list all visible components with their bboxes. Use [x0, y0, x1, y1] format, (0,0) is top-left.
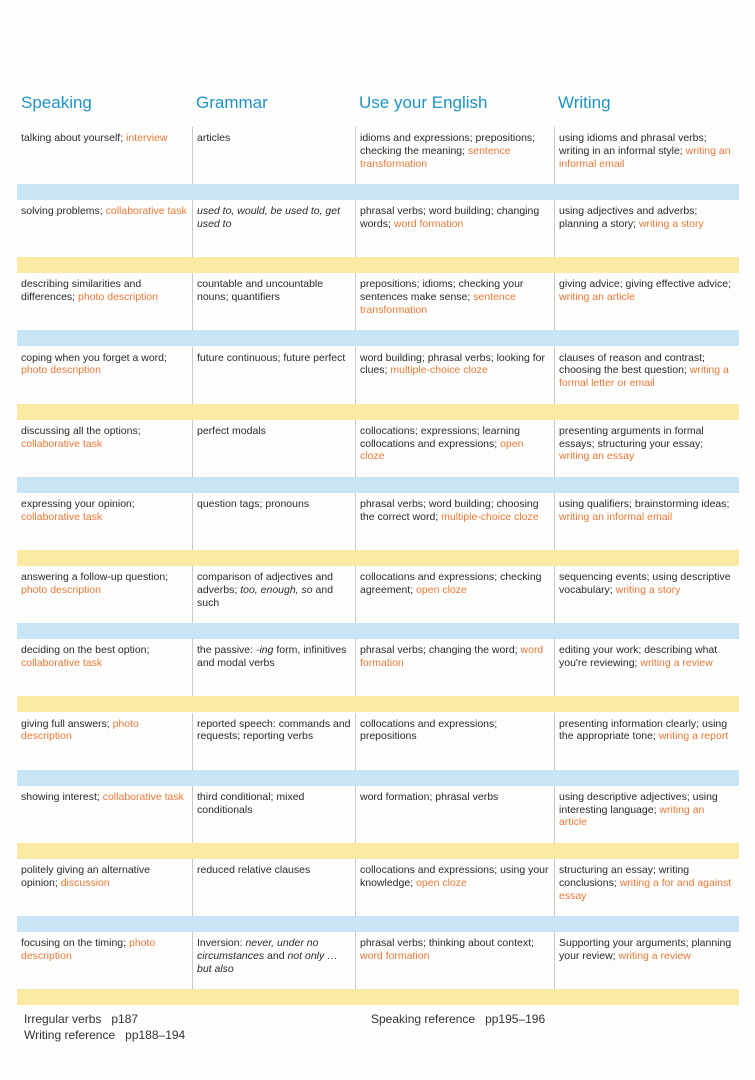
- topic-text: describing similarities and differences;: [21, 278, 142, 304]
- topic-text: the passive:: [197, 644, 256, 657]
- exam-task-label: writing a report: [658, 730, 729, 743]
- topic-text: coping when you forget a word;: [21, 351, 167, 364]
- exam-task-label: word formation: [393, 217, 464, 230]
- exam-task-label: word formation: [360, 644, 544, 670]
- exam-task-label: writing an essay: [559, 450, 635, 463]
- writing-cell: [554, 347, 739, 405]
- topic-text: used to, would, be used to, get used to: [197, 205, 341, 230]
- topic-text: clauses of reason and contrast; choosing the best question;: [559, 351, 705, 377]
- use-english-cell: [355, 713, 554, 771]
- topic-text: solving problems;: [21, 205, 106, 218]
- use-english-cell: [355, 273, 554, 331]
- topic-text: sequencing events; using descriptive vocabulary;: [559, 571, 731, 596]
- header-speaking: Speaking: [21, 93, 92, 112]
- topic-text: using adjectives and adverbs; planning a story;: [559, 205, 698, 230]
- table-row: [17, 273, 739, 346]
- exam-task-label: writing an article: [559, 803, 705, 829]
- topic-text: using idioms and phrasal verbs; writing in an informal style;: [559, 132, 707, 157]
- table-row: [17, 713, 739, 786]
- use-english-cell: [355, 420, 554, 478]
- speaking-cell: [17, 786, 192, 844]
- exam-task-label: photo description: [78, 291, 158, 304]
- speaking-cell: [17, 127, 192, 185]
- exam-task-label: collaborative task: [102, 790, 184, 803]
- row-divider-band: [17, 330, 739, 346]
- use-english-cell: [355, 639, 554, 697]
- topic-text: and such: [197, 583, 334, 609]
- speaking-cell: [17, 859, 192, 917]
- topic-text: editing your work; describing what you're reviewing;: [559, 644, 718, 670]
- topic-text: presenting arguments in formal essays; structuring your essay;: [559, 424, 704, 450]
- writing-cell: [554, 493, 739, 551]
- header-writing: Writing: [558, 93, 611, 112]
- topic-text: Inversion:: [197, 937, 246, 950]
- exam-task-label: writing a story: [615, 583, 681, 596]
- topic-text: phrasal verbs; thinking about context;: [360, 937, 534, 950]
- exam-task-label: open cloze: [416, 876, 467, 889]
- topic-text: focusing on the timing;: [21, 937, 129, 950]
- speaking-cell: [17, 493, 192, 551]
- topic-text: phrasal verbs; word building; choosing the correct word;: [360, 498, 539, 523]
- topic-text: giving full answers;: [21, 717, 113, 730]
- table-row: [17, 127, 739, 200]
- footer-speaking-reference: Speaking reference pp195–196: [371, 1012, 546, 1026]
- topic-text: structuring an essay; writing conclusions;: [559, 864, 690, 889]
- exam-task-label: photo description: [21, 583, 101, 596]
- use-english-cell: [355, 347, 554, 405]
- row-divider-band: [17, 477, 739, 493]
- grammar-cell: [192, 566, 355, 624]
- writing-cell: [554, 566, 739, 624]
- writing-cell: [554, 200, 739, 258]
- speaking-cell: [17, 347, 192, 405]
- row-divider-band: [17, 623, 739, 639]
- topic-text: future continuous; future perfect: [197, 351, 346, 364]
- topic-text: collocations and expressions; checking agreement;: [360, 571, 542, 596]
- topic-text: presenting information clearly; using the appropriate tone;: [559, 717, 728, 743]
- topic-text: form, infinitives and modal verbs: [197, 644, 347, 670]
- speaking-cell: [17, 639, 192, 697]
- grammar-cell: [192, 713, 355, 771]
- writing-cell: [554, 859, 739, 917]
- exam-task-label: discussion: [60, 876, 110, 889]
- row-divider-band: [17, 770, 739, 786]
- table-row: [17, 566, 739, 639]
- topic-text: phrasal verbs; word building; changing words;: [360, 205, 540, 230]
- footer-irregular-verbs: Irregular verbs p187: [24, 1012, 139, 1026]
- speaking-cell: [17, 200, 192, 258]
- exam-task-label: open cloze: [360, 437, 524, 463]
- writing-cell: [554, 127, 739, 185]
- topic-text: using descriptive adjectives; using interesting language;: [559, 790, 718, 816]
- grammar-cell: [192, 639, 355, 697]
- exam-task-label: multiple-choice cloze: [441, 510, 539, 523]
- exam-task-label: multiple-choice cloze: [390, 364, 488, 377]
- table-row: [17, 347, 739, 420]
- topic-text: collocations; expressions; learning collocations and expressions;: [360, 424, 520, 450]
- exam-task-label: collaborative task: [21, 510, 103, 523]
- footer-writing-reference: Writing reference pp188–194: [24, 1028, 186, 1042]
- grammar-cell: [192, 859, 355, 917]
- grammar-cell: [192, 493, 355, 551]
- topic-text: giving advice; giving effective advice;: [559, 278, 731, 291]
- grammar-cell: [192, 347, 355, 405]
- topic-text: talking about yourself;: [21, 132, 127, 144]
- topic-text: phrasal verbs; changing the word;: [360, 644, 521, 657]
- grammar-cell: [192, 127, 355, 185]
- topic-text: using qualifiers; brainstorming ideas;: [559, 498, 730, 510]
- topic-text: reduced relative clauses: [197, 864, 311, 876]
- use-english-cell: [355, 200, 554, 258]
- speaking-cell: [17, 713, 192, 771]
- row-divider-band: [17, 257, 739, 273]
- exam-task-label: writing an informal email: [559, 510, 673, 523]
- use-english-cell: [355, 932, 554, 990]
- exam-task-label: sentence transformation: [360, 144, 511, 170]
- exam-task-label: sentence transformation: [360, 291, 516, 316]
- exam-task-label: writing a story: [638, 217, 704, 230]
- table-row: [17, 493, 739, 566]
- topic-text: expressing your opinion;: [21, 498, 135, 510]
- grammar-cell: [192, 786, 355, 844]
- topic-text: -ing: [255, 644, 274, 657]
- row-divider-band: [17, 696, 739, 712]
- exam-task-label: open cloze: [416, 583, 467, 596]
- row-divider-band: [17, 550, 739, 566]
- table-row: [17, 200, 739, 273]
- topic-text: and: [264, 949, 288, 962]
- topic-text: comparison of adjectives and adverbs;: [197, 571, 333, 596]
- topic-text: prepositions; idioms; checking your sentences make sense;: [360, 278, 524, 304]
- writing-cell: [554, 273, 739, 331]
- exam-task-label: writing a review: [640, 657, 713, 670]
- table-row: [17, 786, 739, 859]
- exam-task-label: photo description: [21, 717, 139, 743]
- header-use-your-english: Use your English: [359, 93, 488, 112]
- exam-task-label: writing an informal email: [559, 144, 731, 170]
- exam-task-label: photo description: [21, 364, 101, 377]
- topic-text: answering a follow-up question;: [21, 571, 169, 584]
- topic-text: countable and uncountable nouns; quantifiers: [197, 278, 324, 304]
- exam-task-label: writing a for and against essay: [559, 876, 732, 902]
- row-divider-band: [17, 989, 739, 1005]
- speaking-cell: [17, 420, 192, 478]
- topic-text: third conditional; mixed conditionals: [197, 790, 305, 816]
- table-row: [17, 932, 739, 1005]
- exam-task-label: collaborative task: [105, 205, 187, 218]
- use-english-cell: [355, 127, 554, 185]
- topic-text: articles: [197, 132, 231, 144]
- exam-task-label: collaborative task: [21, 657, 103, 670]
- writing-cell: [554, 420, 739, 478]
- writing-cell: [554, 932, 739, 990]
- grammar-cell: [192, 932, 355, 990]
- topic-text: question tags; pronouns: [197, 498, 310, 510]
- topic-text: word building; phrasal verbs; looking for clues;: [360, 351, 546, 377]
- writing-cell: [554, 786, 739, 844]
- table-row: [17, 639, 739, 712]
- topic-text: deciding on the best option;: [21, 644, 150, 657]
- row-divider-band: [17, 916, 739, 932]
- topic-text: perfect modals: [197, 424, 266, 437]
- use-english-cell: [355, 786, 554, 844]
- topic-text: collocations and expressions; prepositions: [360, 717, 498, 743]
- speaking-cell: [17, 273, 192, 331]
- speaking-cell: [17, 932, 192, 990]
- exam-task-label: word formation: [360, 949, 430, 962]
- table-row: [17, 859, 739, 932]
- topic-text: politely giving an alternative opinion;: [21, 864, 150, 889]
- grammar-cell: [192, 420, 355, 478]
- use-english-cell: [355, 859, 554, 917]
- grammar-cell: [192, 200, 355, 258]
- exam-task-label: writing an article: [559, 291, 635, 304]
- use-english-cell: [355, 493, 554, 551]
- topic-text: not only … but also: [197, 949, 338, 975]
- topic-text: showing interest;: [21, 790, 103, 803]
- topic-text: idioms and expressions; prepositions; checking the meaning;: [360, 132, 536, 157]
- exam-task-label: interview: [126, 132, 168, 144]
- topic-text: discussing all the options;: [21, 424, 141, 437]
- topic-text: word formation; phrasal verbs: [360, 790, 499, 803]
- row-divider-band: [17, 843, 739, 859]
- exam-task-label: writing a formal letter or email: [559, 364, 729, 390]
- topic-text: Supporting your arguments; planning your review;: [559, 937, 732, 962]
- topic-text: collocations and expressions; using your knowledge;: [360, 864, 549, 889]
- table-row: [17, 420, 739, 493]
- writing-cell: [554, 639, 739, 697]
- row-divider-band: [17, 184, 739, 200]
- use-english-cell: [355, 566, 554, 624]
- writing-cell: [554, 713, 739, 771]
- topic-text: never, under no circumstances: [197, 937, 319, 962]
- row-divider-band: [17, 404, 739, 420]
- header-grammar: Grammar: [196, 93, 268, 112]
- topic-text: too, enough, so: [240, 583, 313, 596]
- topic-text: reported speech: commands and requests; reporting verbs: [197, 717, 351, 743]
- speaking-cell: [17, 566, 192, 624]
- exam-task-label: collaborative task: [21, 437, 103, 450]
- exam-task-label: writing a review: [618, 949, 691, 962]
- exam-task-label: photo description: [21, 937, 156, 962]
- grammar-cell: [192, 273, 355, 331]
